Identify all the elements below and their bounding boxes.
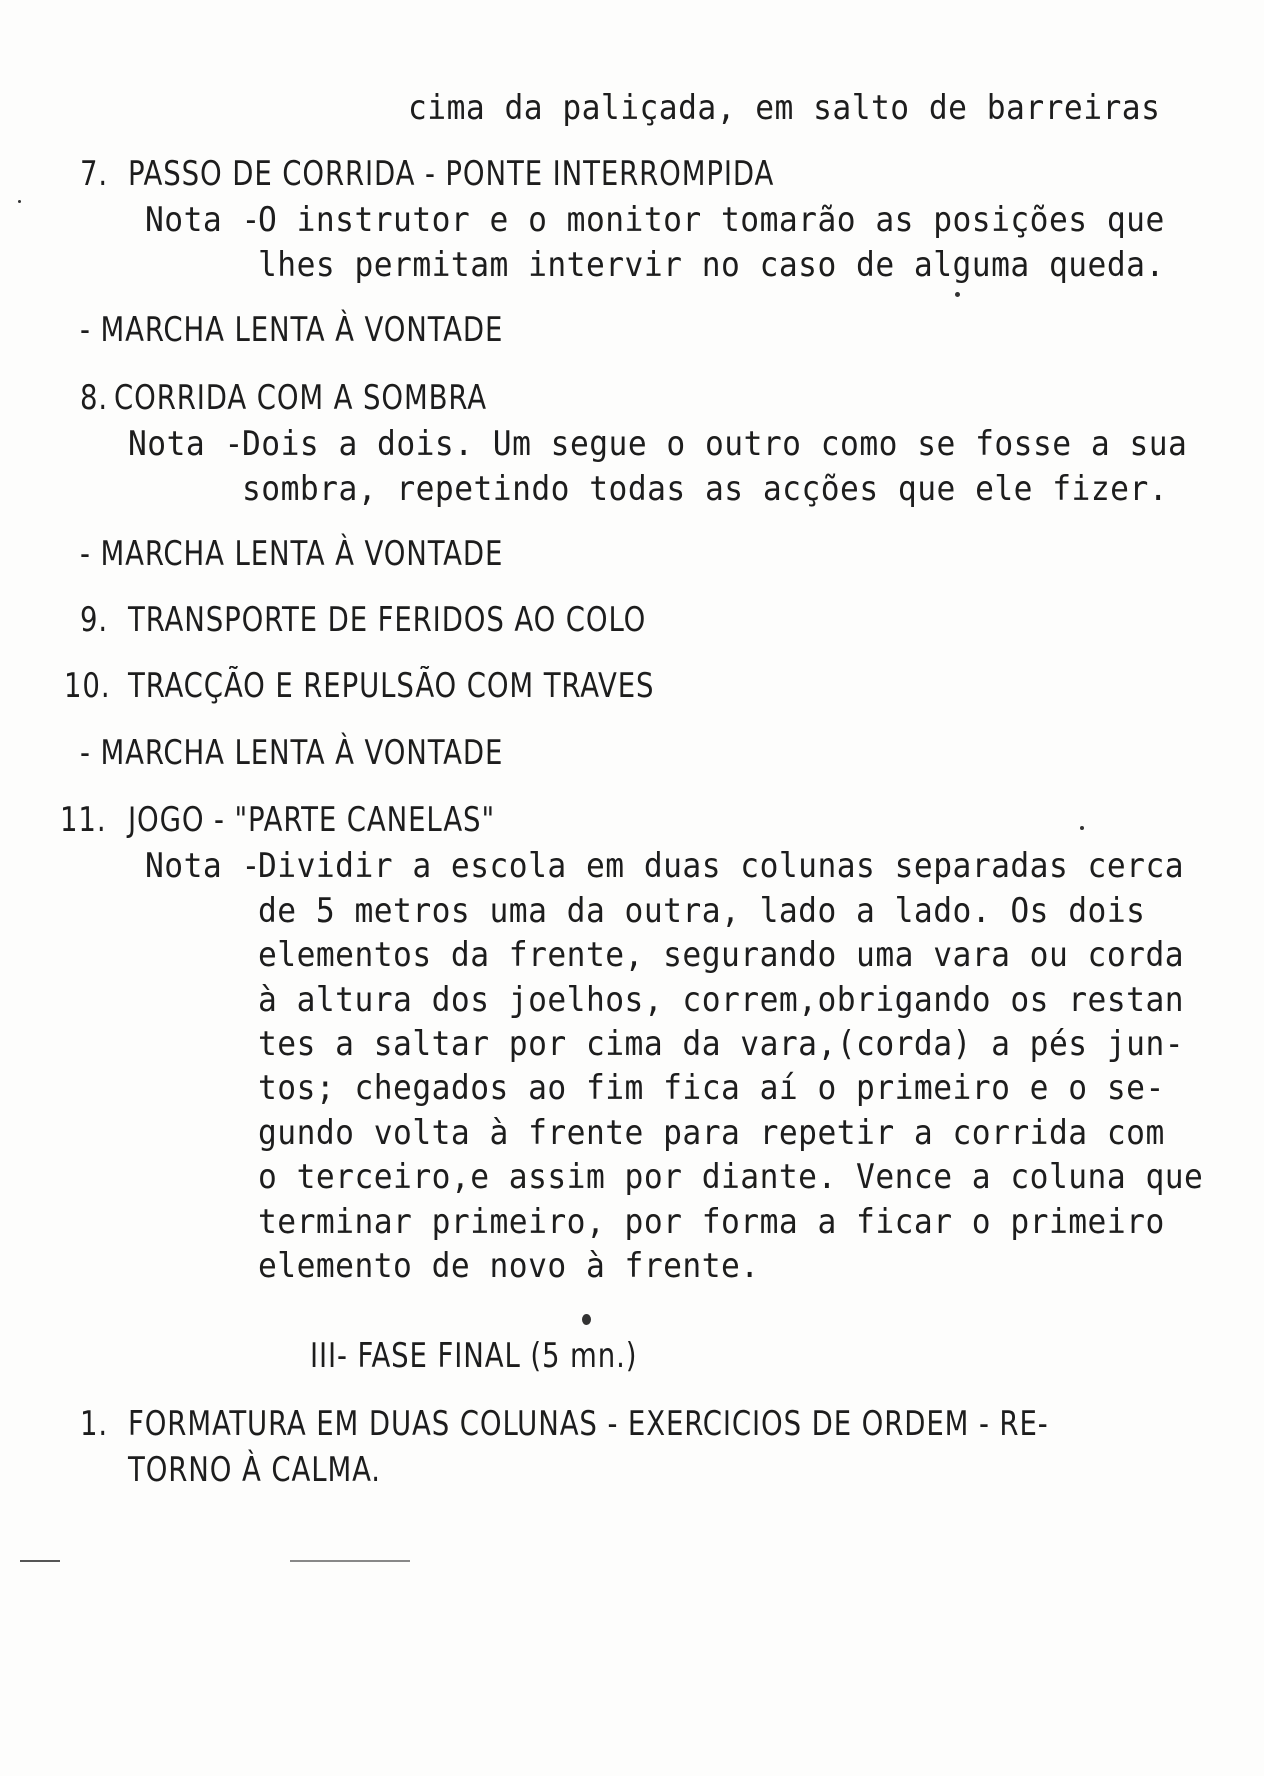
- item-8-title: CORRIDA COM A SOMBRA: [114, 378, 487, 418]
- continuation-line: cima da paliçada, em salto de barreiras: [408, 88, 1161, 128]
- item-8-note-line: sombra, repetindo todas as acções que ele fizer.: [242, 469, 1169, 509]
- scan-speck: [582, 1314, 591, 1325]
- item-11-note-line: Dividir a escola em duas colunas separadas cerca: [258, 846, 1185, 886]
- item-11-number: 11.: [60, 800, 107, 840]
- item-11-title: JOGO - "PARTE CANELAS": [128, 800, 496, 840]
- item-11-note-line: elemento de novo à frente.: [258, 1246, 760, 1286]
- item-11-note-line: gundo volta à frente para repetir a corrida com: [258, 1113, 1165, 1153]
- item-11-note-line: tes a saltar por cima da vara,(corda) a pés jun-: [258, 1024, 1185, 1064]
- item-10-number: 10.: [64, 666, 111, 706]
- marcha-lenta-line: - MARCHA LENTA À VONTADE: [80, 310, 504, 350]
- item-7-number: 7.: [80, 154, 109, 194]
- scan-edge-mark: [20, 1560, 60, 1562]
- item-11-note-line: tos; chegados ao fim fica aí o primeiro e o se-: [258, 1068, 1165, 1108]
- item-8-number: 8.: [80, 378, 109, 418]
- item-8-note-label: Nota -: [128, 424, 244, 464]
- item-7-note-label: Nota -: [145, 200, 261, 240]
- item-10-title: TRACÇÃO E REPULSÃO COM TRAVES: [128, 666, 655, 706]
- item-11-note-label: Nota -: [145, 846, 261, 886]
- item-11-note-line: elementos da frente, segurando uma vara ou corda: [258, 935, 1185, 975]
- item-7-note-line: lhes permitam intervir no caso de alguma queda.: [258, 245, 1165, 285]
- scan-speck: [1080, 826, 1084, 830]
- item-7-note-line: O instrutor e o monitor tomarão as posições que: [258, 200, 1165, 240]
- item-9-title: TRANSPORTE DE FERIDOS AO COLO: [128, 600, 647, 640]
- marcha-lenta-line: - MARCHA LENTA À VONTADE: [80, 733, 504, 773]
- item-7-title: PASSO DE CORRIDA - PONTE INTERROMPIDA: [128, 154, 775, 194]
- marcha-lenta-line: - MARCHA LENTA À VONTADE: [80, 534, 504, 574]
- final-item-line: FORMATURA EM DUAS COLUNAS - EXERCICIOS DE ORDEM - RE-: [128, 1404, 1049, 1444]
- phase-heading: III- FASE FINAL (5 mn.): [310, 1336, 638, 1376]
- item-11-note-line: de 5 metros uma da outra, lado a lado. Os dois: [258, 891, 1146, 931]
- item-11-note-line: à altura dos joelhos, correm,obrigando os restan: [258, 980, 1185, 1020]
- item-11-note-line: terminar primeiro, por forma a ficar o primeiro: [258, 1202, 1165, 1242]
- scan-speck: [18, 200, 21, 203]
- scan-edge-mark: [290, 1560, 410, 1562]
- final-item-line: TORNO À CALMA.: [128, 1450, 381, 1490]
- scan-speck: [955, 292, 960, 297]
- item-8-note-line: Dois a dois. Um segue o outro como se fosse a sua: [242, 424, 1188, 464]
- item-11-note-line: o terceiro,e assim por diante. Vence a coluna que: [258, 1157, 1204, 1197]
- final-item-number: 1.: [80, 1404, 109, 1444]
- item-9-number: 9.: [80, 600, 109, 640]
